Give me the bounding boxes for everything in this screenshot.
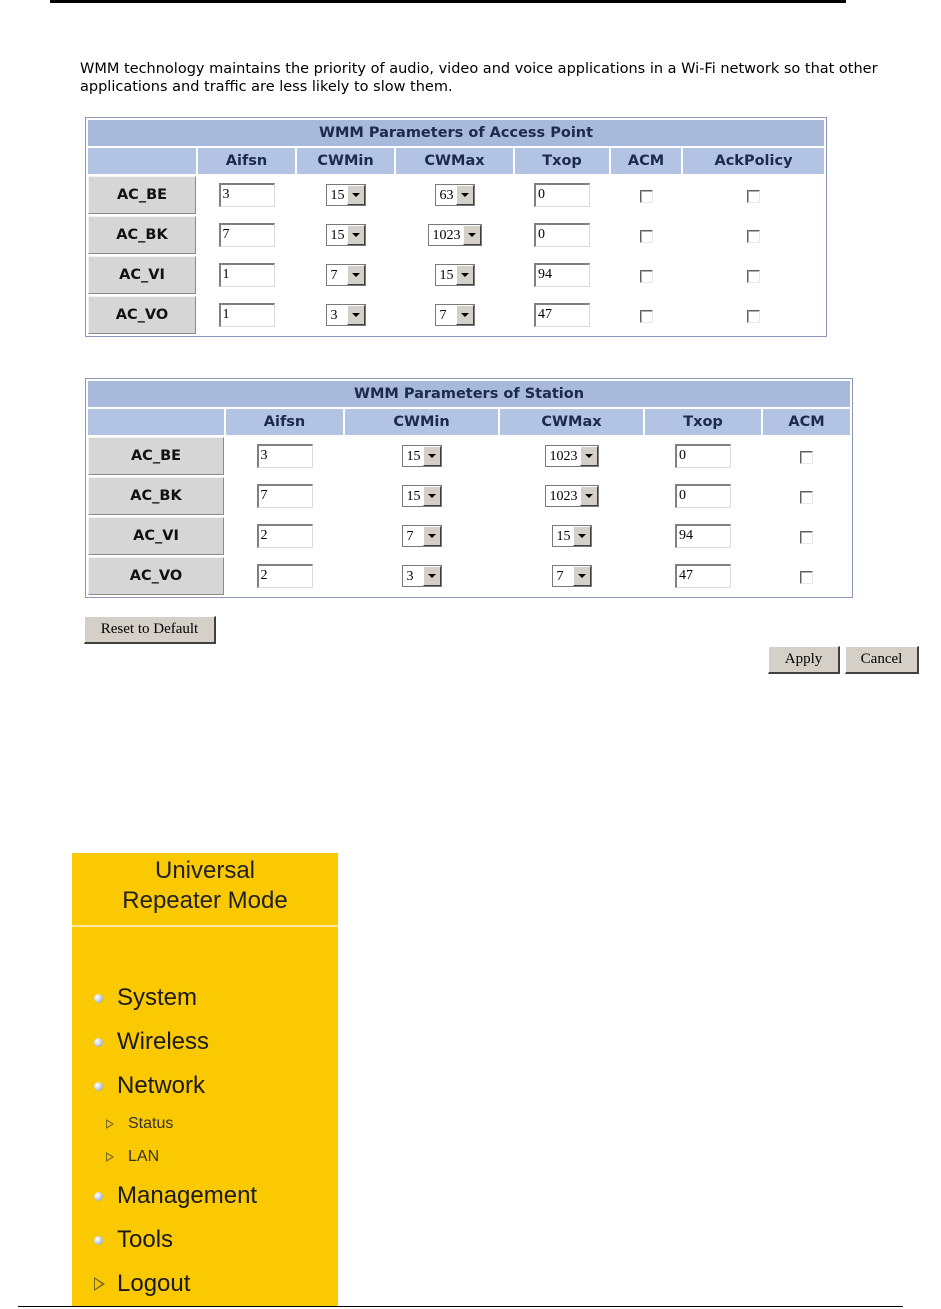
wmm-ap-table — [85, 117, 827, 337]
bullet-icon — [94, 1082, 103, 1091]
menu-subitem-label: Status — [128, 1115, 174, 1132]
ap-row-ac-vo — [88, 296, 824, 334]
station-header-blank — [88, 409, 224, 435]
txop-input[interactable]: 94 — [534, 263, 590, 287]
cancel-button[interactable]: Cancel — [845, 646, 919, 674]
row-label: AC_BE — [88, 176, 196, 214]
menu-subitem-label: LAN — [128, 1148, 160, 1165]
row-label: AC_BK — [88, 477, 224, 515]
cwmin-select[interactable] — [326, 184, 366, 206]
ap-header-ackpolicy: AckPolicy — [683, 148, 824, 174]
ackpolicy-checkbox[interactable] — [747, 230, 760, 243]
txop-input[interactable]: 0 — [534, 183, 590, 207]
cwmax-select[interactable] — [435, 184, 475, 206]
bullet-icon — [94, 1038, 103, 1047]
station-row-ac-be — [88, 437, 850, 475]
row-label: AC_VI — [88, 256, 196, 294]
ap-table-title: WMM Parameters of Access Point — [88, 120, 824, 146]
cwmax-select[interactable] — [428, 224, 482, 246]
ap-header-blank — [88, 148, 196, 174]
cwmin-select[interactable] — [402, 445, 442, 467]
chevron-down-icon[interactable] — [573, 566, 591, 586]
cwmin-select[interactable] — [326, 264, 366, 286]
cwmin-value: 15 — [406, 489, 421, 504]
station-header-aifsn: Aifsn — [226, 409, 343, 435]
chevron-down-icon[interactable] — [456, 185, 474, 205]
station-row-ac-bk — [88, 477, 850, 515]
aifsn-input[interactable]: 1 — [219, 303, 275, 327]
ap-header-txop: Txop — [515, 148, 609, 174]
cwmax-value: 1023 — [549, 449, 578, 464]
chevron-down-icon[interactable] — [580, 486, 598, 506]
aifsn-input[interactable]: 2 — [257, 524, 313, 548]
menu-title-line-2: Repeater Mode — [122, 887, 288, 914]
menu-subitem-lan[interactable] — [106, 1146, 159, 1168]
ap-header-aifsn: Aifsn — [198, 148, 295, 174]
triangle-right-icon — [106, 1119, 114, 1129]
aifsn-input[interactable]: 7 — [257, 484, 313, 508]
acm-checkbox[interactable] — [640, 230, 653, 243]
station-table-title: WMM Parameters of Station — [88, 381, 850, 407]
menu-item-label: Tools — [117, 1226, 174, 1253]
aifsn-input[interactable]: 2 — [257, 564, 313, 588]
cwmax-value: 1023 — [549, 489, 578, 504]
aifsn-input[interactable]: 7 — [219, 223, 275, 247]
row-label: AC_VI — [88, 517, 224, 555]
station-header-cwmax: CWMax — [500, 409, 643, 435]
ap-header-cwmax: CWMax — [396, 148, 513, 174]
chevron-down-icon[interactable] — [347, 225, 365, 245]
chevron-down-icon[interactable] — [347, 265, 365, 285]
menu-item-label: Wireless — [117, 1028, 210, 1055]
menu-title — [72, 853, 338, 925]
cwmin-value: 15 — [406, 449, 421, 464]
row-label: AC_VO — [88, 557, 224, 595]
chevron-down-icon[interactable] — [573, 526, 591, 546]
top-rule — [50, 0, 846, 3]
wmm-station-table — [85, 378, 853, 598]
cwmax-value: 15 — [556, 529, 571, 544]
txop-input[interactable]: 47 — [534, 303, 590, 327]
acm-checkbox[interactable] — [800, 571, 813, 584]
ackpolicy-checkbox[interactable] — [747, 270, 760, 283]
bullet-icon — [94, 994, 103, 1003]
row-label: AC_BE — [88, 437, 224, 475]
triangle-right-icon — [94, 1277, 105, 1291]
cwmin-value: 3 — [406, 569, 414, 584]
intro-text: WMM technology maintains the priority of audio, video and voice applications in a Wi-Fi network so that other applications and traffic are less likely to slow them. — [80, 61, 878, 95]
txop-input[interactable]: 94 — [675, 524, 731, 548]
chevron-down-icon[interactable] — [347, 185, 365, 205]
cwmin-select[interactable] — [326, 224, 366, 246]
aifsn-input[interactable]: 3 — [257, 444, 313, 468]
cwmax-select[interactable] — [435, 264, 475, 286]
cwmin-select[interactable] — [326, 304, 366, 326]
reset-to-default-button[interactable]: Reset to Default — [84, 616, 216, 644]
chevron-down-icon[interactable] — [347, 305, 365, 325]
chevron-down-icon[interactable] — [423, 566, 441, 586]
bullet-icon — [94, 1236, 103, 1245]
sidebar-menu — [72, 853, 338, 1306]
menu-item-system[interactable] — [72, 983, 197, 1013]
menu-item-label: Management — [117, 1182, 258, 1209]
station-row-ac-vo — [88, 557, 850, 595]
ackpolicy-checkbox[interactable] — [747, 190, 760, 203]
menu-item-label: System — [117, 984, 198, 1011]
cwmin-value: 15 — [330, 228, 345, 243]
ackpolicy-checkbox[interactable] — [747, 310, 760, 323]
txop-input[interactable]: 0 — [534, 223, 590, 247]
menu-subitem-status[interactable] — [106, 1113, 173, 1135]
acm-checkbox[interactable] — [640, 190, 653, 203]
menu-item-logout[interactable] — [94, 1269, 190, 1299]
acm-checkbox[interactable] — [800, 491, 813, 504]
ap-header-cwmin: CWMin — [297, 148, 394, 174]
acm-checkbox[interactable] — [640, 310, 653, 323]
menu-item-tools[interactable] — [72, 1225, 173, 1255]
chevron-down-icon[interactable] — [463, 225, 481, 245]
station-header-cwmin: CWMin — [345, 409, 498, 435]
ap-row-ac-vi — [88, 256, 824, 294]
ap-header-acm: ACM — [611, 148, 681, 174]
station-header-txop: Txop — [645, 409, 761, 435]
chevron-down-icon[interactable] — [423, 446, 441, 466]
bullet-icon — [94, 1192, 103, 1201]
cwmax-value: 7 — [439, 308, 447, 323]
chevron-down-icon[interactable] — [423, 486, 441, 506]
acm-checkbox[interactable] — [800, 531, 813, 544]
menu-item-network[interactable] — [72, 1071, 205, 1101]
bottom-rule — [18, 1306, 903, 1307]
aifsn-input[interactable]: 3 — [219, 183, 275, 207]
acm-checkbox[interactable] — [640, 270, 653, 283]
cwmax-select[interactable] — [552, 565, 592, 587]
row-label: AC_BK — [88, 216, 196, 254]
acm-checkbox[interactable] — [800, 451, 813, 464]
chevron-down-icon[interactable] — [580, 446, 598, 466]
ap-row-ac-bk — [88, 216, 824, 254]
cwmax-select[interactable] — [435, 304, 475, 326]
cwmin-value: 7 — [406, 529, 414, 544]
ap-row-ac-be — [88, 176, 824, 214]
cwmax-value: 7 — [556, 569, 564, 584]
triangle-right-icon — [106, 1152, 114, 1162]
chevron-down-icon[interactable] — [423, 526, 441, 546]
cwmax-value: 15 — [439, 268, 454, 283]
station-row-ac-vi — [88, 517, 850, 555]
txop-input[interactable]: 0 — [675, 444, 731, 468]
menu-divider — [72, 925, 338, 927]
menu-item-label: Network — [117, 1072, 206, 1099]
cwmin-value: 15 — [330, 188, 345, 203]
cwmin-value: 7 — [330, 268, 338, 283]
cwmax-select[interactable] — [552, 525, 592, 547]
aifsn-input[interactable]: 1 — [219, 263, 275, 287]
menu-title-line-1: Universal — [154, 857, 256, 884]
chevron-down-icon[interactable] — [456, 265, 474, 285]
station-header-acm: ACM — [763, 409, 850, 435]
chevron-down-icon[interactable] — [456, 305, 474, 325]
cwmax-select[interactable] — [545, 445, 599, 467]
menu-item-label: Logout — [117, 1270, 191, 1297]
cwmin-value: 3 — [330, 308, 338, 323]
apply-button[interactable]: Apply — [768, 646, 840, 674]
cwmax-value: 63 — [439, 188, 454, 203]
menu-item-wireless[interactable] — [72, 1027, 209, 1057]
txop-input[interactable]: 47 — [675, 564, 731, 588]
cwmin-select[interactable] — [402, 485, 442, 507]
cwmax-value: 1023 — [432, 228, 461, 243]
menu-item-management[interactable] — [72, 1181, 257, 1211]
txop-input[interactable]: 0 — [675, 484, 731, 508]
cwmin-select[interactable] — [402, 565, 442, 587]
cwmax-select[interactable] — [545, 485, 599, 507]
row-label: AC_VO — [88, 296, 196, 334]
cwmin-select[interactable] — [402, 525, 442, 547]
